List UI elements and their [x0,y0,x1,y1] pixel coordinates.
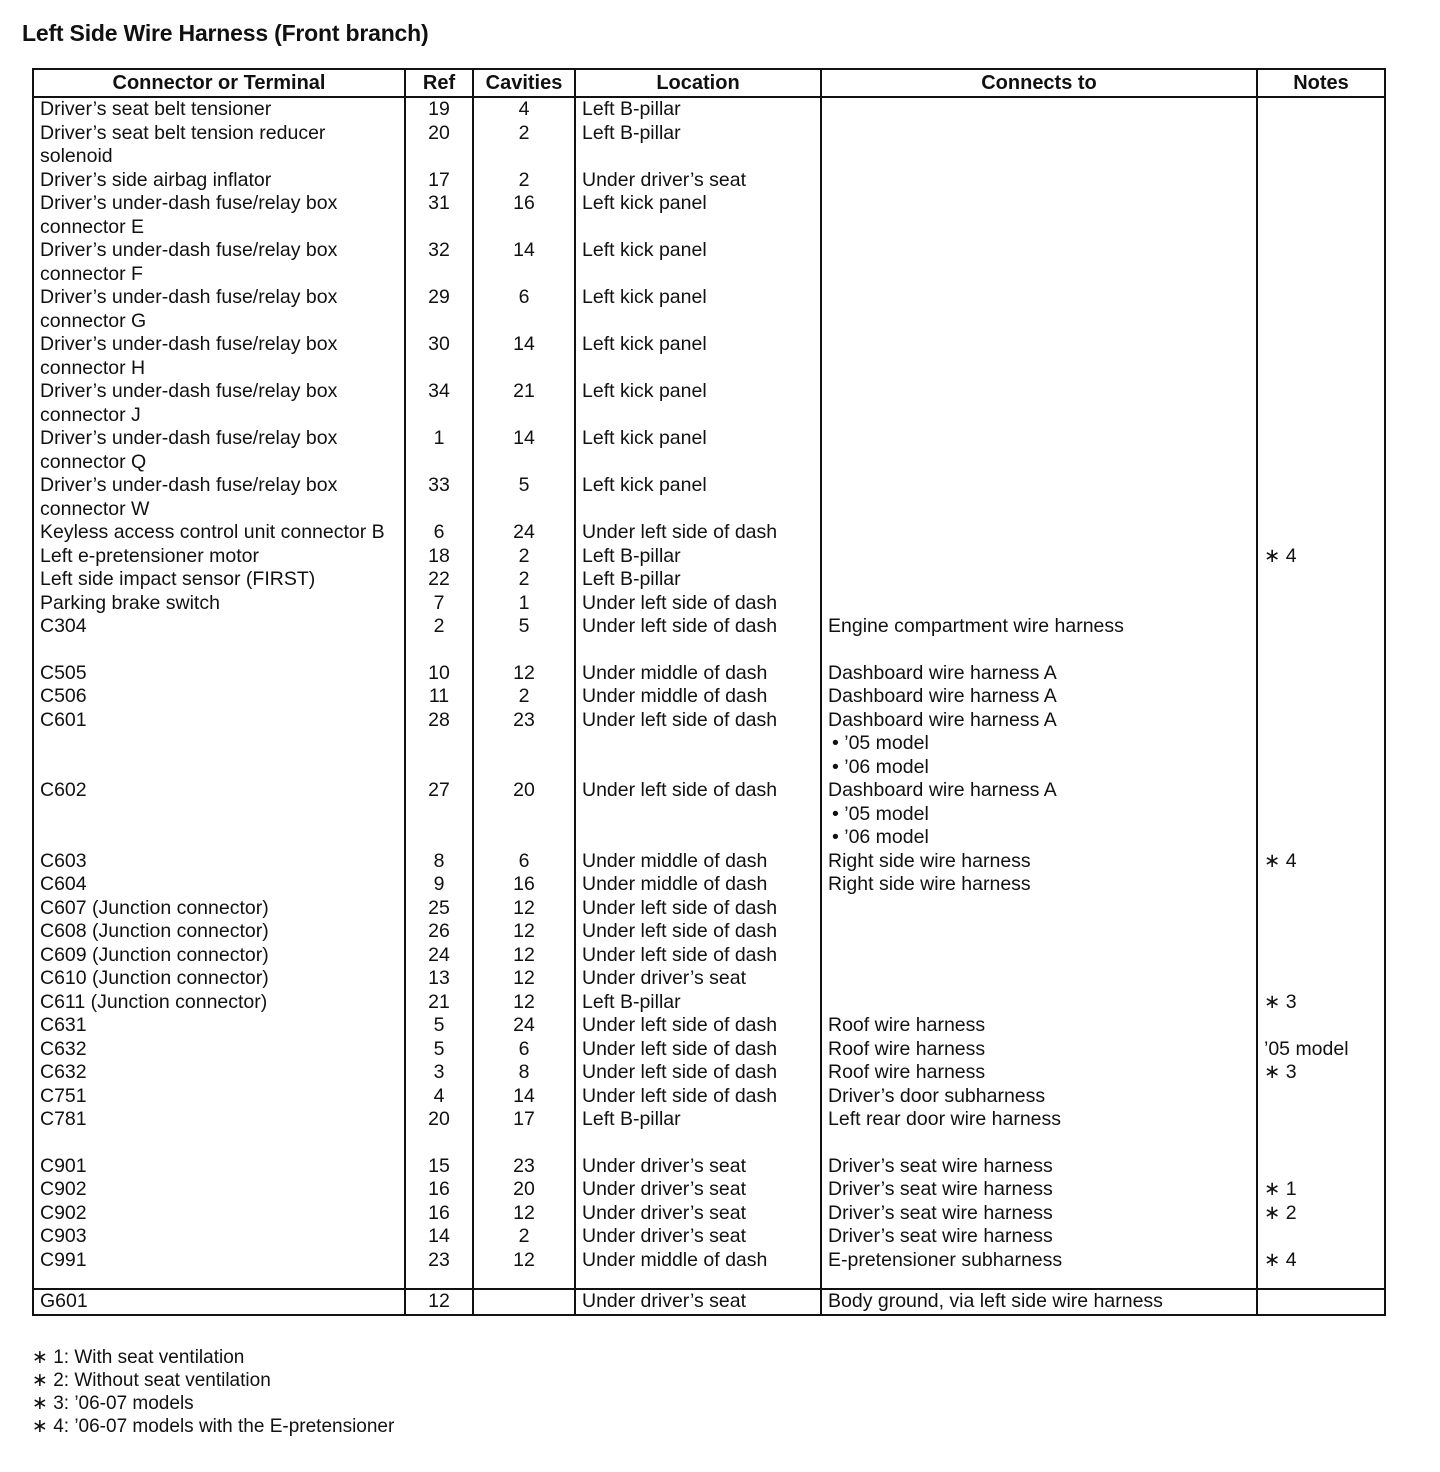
ref-cell: 23 [405,1249,473,1290]
table-row [33,991,1385,1015]
connector-cell: Driver’s seat belt tensioner [33,97,405,122]
ref-cell: 16 [405,1202,473,1226]
notes-cell [1257,333,1385,380]
location-cell: Left kick panel [575,239,821,286]
cavities-cell: 12 [473,944,575,968]
table-row [33,427,1385,474]
table-row [33,169,1385,193]
connector-cell: C903 [33,1225,405,1249]
cavities-cell: 2 [473,122,575,169]
notes-cell [1257,380,1385,427]
ref-cell: 13 [405,967,473,991]
ref-cell: 8 [405,850,473,874]
connector-cell: C601 [33,709,405,780]
table-row [33,192,1385,239]
connects-to-cell [821,286,1257,333]
connects-to-cell [821,850,1257,874]
ref-cell: 18 [405,545,473,569]
connects-to-cell [821,568,1257,592]
footnote: ∗ 2: Without seat ventilation [32,1370,271,1391]
table-row [33,1178,1385,1202]
ref-cell: 14 [405,1225,473,1249]
connects-to-text: E-pretensioner subharness [828,1248,1063,1271]
cavities-cell: 5 [473,615,575,662]
cavities-cell [473,1289,575,1315]
notes-cell [1257,239,1385,286]
connects-to-cell [821,1061,1257,1085]
cavities-cell: 21 [473,380,575,427]
connects-to-cell [821,97,1257,122]
connector-cell: Driver’s under-dash fuse/relay box connector E [33,192,405,239]
notes-cell [1257,709,1385,780]
table-row [33,1108,1385,1155]
notes-cell [1257,568,1385,592]
cavities-cell: 12 [473,991,575,1015]
connects-to-cell [821,920,1257,944]
ref-cell: 5 [405,1038,473,1062]
table-row [33,1014,1385,1038]
notes-cell: ∗ 4 [1257,850,1385,874]
cavities-cell: 2 [473,169,575,193]
ref-cell: 25 [405,897,473,921]
location-cell: Left kick panel [575,286,821,333]
connector-cell: C610 (Junction connector) [33,967,405,991]
cavities-cell: 2 [473,568,575,592]
cavities-cell: 14 [473,239,575,286]
cavities-cell: 2 [473,1225,575,1249]
connects-to-text: Driver’s seat wire harness [828,1201,1053,1224]
connects-to-subitem: • ’05 model [832,732,929,754]
table-row [33,545,1385,569]
connects-to-cell [821,685,1257,709]
connects-to-cell: Body ground, via left side wire harness [821,1289,1257,1315]
cavities-cell: 4 [473,97,575,122]
connects-to-cell [821,239,1257,286]
location-cell: Under middle of dash [575,662,821,686]
notes-cell [1257,1085,1385,1109]
location-cell: Left kick panel [575,333,821,380]
location-cell: Left B-pillar [575,991,821,1015]
table-row [33,873,1385,897]
location-cell: Left B-pillar [575,545,821,569]
table-row [33,1155,1385,1179]
connects-to-text: Driver’s seat wire harness [828,1225,1053,1247]
notes-cell [1257,779,1385,850]
connects-to-cell [821,1014,1257,1038]
cavities-cell: 5 [473,474,575,521]
connects-to-cell [821,521,1257,545]
connector-cell: Parking brake switch [33,592,405,616]
cavities-cell: 20 [473,779,575,850]
cavities-cell: 12 [473,920,575,944]
connector-cell: C781 [33,1108,405,1155]
connects-to-cell [821,991,1257,1015]
connects-to-text: Right side wire harness [828,849,1031,872]
notes-cell [1257,662,1385,686]
location-cell: Under driver’s seat [575,1178,821,1202]
ref-cell: 10 [405,662,473,686]
notes-cell [1257,97,1385,122]
connects-to-cell [821,1178,1257,1202]
connector-cell: Keyless access control unit connector B [33,521,405,545]
cavities-cell: 12 [473,1249,575,1290]
cavities-cell: 2 [473,545,575,569]
notes-cell [1257,967,1385,991]
connector-cell: C603 [33,850,405,874]
location-cell: Under left side of dash [575,615,821,662]
connector-cell: Driver’s seat belt tension reducer solenoid [33,122,405,169]
connector-cell: Driver’s side airbag inflator [33,169,405,193]
connects-to-cell [821,1038,1257,1062]
notes-cell [1257,192,1385,239]
ref-cell: 21 [405,991,473,1015]
table-row [33,897,1385,921]
table-row [33,239,1385,286]
connector-cell: C604 [33,873,405,897]
connects-to-cell [821,873,1257,897]
ref-cell: 27 [405,779,473,850]
cavities-cell: 16 [473,873,575,897]
header-cavities: Cavities [473,69,575,97]
location-cell: Under middle of dash [575,850,821,874]
location-cell: Left B-pillar [575,122,821,169]
table-row [33,920,1385,944]
connects-to-text: Left rear door wire harness [828,1108,1062,1130]
location-cell: Under left side of dash [575,709,821,780]
table-row [33,944,1385,968]
notes-cell [1257,427,1385,474]
table-row [33,779,1385,850]
header-notes: Notes [1257,69,1385,97]
connects-to-text: Dashboard wire harness A [828,661,1057,684]
connector-cell: C607 (Junction connector) [33,897,405,921]
ref-cell: 20 [405,1108,473,1155]
ref-cell: 6 [405,521,473,545]
harness-table [32,68,1386,1316]
notes-cell [1257,873,1385,897]
location-cell: Under left side of dash [575,1038,821,1062]
ref-cell: 30 [405,333,473,380]
connector-cell: C602 [33,779,405,850]
connector-cell: C991 [33,1249,405,1290]
table-row [33,685,1385,709]
connector-cell: C304 [33,615,405,662]
notes-cell [1257,1155,1385,1179]
location-cell: Under left side of dash [575,1061,821,1085]
table-row [33,1061,1385,1085]
cavities-cell: 12 [473,967,575,991]
connector-cell: C632 [33,1038,405,1062]
connector-cell: Driver’s under-dash fuse/relay box connector W [33,474,405,521]
notes-cell: ∗ 4 [1257,545,1385,569]
footnote: ∗ 1: With seat ventilation [32,1347,245,1368]
cavities-cell: 6 [473,286,575,333]
notes-cell [1257,1289,1385,1315]
location-cell: Under left side of dash [575,779,821,850]
location-cell: Under left side of dash [575,521,821,545]
connects-to-text: Roof wire harness [828,1061,986,1083]
page-title: Left Side Wire Harness (Front branch) [22,20,429,46]
table-row-ground [33,1289,1385,1315]
connector-cell: C609 (Junction connector) [33,944,405,968]
connects-to-text: Driver’s door subharness [828,1084,1046,1107]
table-row [33,97,1385,122]
table-row [33,380,1385,427]
table-row [33,1225,1385,1249]
ref-cell: 15 [405,1155,473,1179]
location-cell: Left B-pillar [575,1108,821,1155]
footnotes [32,1346,394,1438]
connects-to-text: Right side wire harness [828,873,1031,895]
connects-to-text: Engine compartment wire harness [828,615,1124,637]
ref-cell: 3 [405,1061,473,1085]
notes-cell: ’05 model [1257,1038,1385,1062]
cavities-cell: 17 [473,1108,575,1155]
cavities-cell: 20 [473,1178,575,1202]
connects-to-cell [821,897,1257,921]
connects-to-cell [821,1108,1257,1155]
notes-cell [1257,615,1385,662]
connector-cell: Driver’s under-dash fuse/relay box connector J [33,380,405,427]
connects-to-cell [821,779,1257,850]
cavities-cell: 8 [473,1061,575,1085]
table-row [33,122,1385,169]
connects-to-cell [821,1085,1257,1109]
ref-cell: 24 [405,944,473,968]
ref-cell: 7 [405,592,473,616]
ref-cell: 20 [405,122,473,169]
table-row [33,1038,1385,1062]
cavities-cell: 14 [473,427,575,474]
notes-cell [1257,1014,1385,1038]
location-cell: Under left side of dash [575,897,821,921]
cavities-cell: 23 [473,709,575,780]
notes-cell: ∗ 3 [1257,1061,1385,1085]
table-row [33,1202,1385,1226]
header-location: Location [575,69,821,97]
connects-to-cell [821,662,1257,686]
connects-to-text: Dashboard wire harness A [828,708,1057,731]
notes-cell [1257,592,1385,616]
cavities-cell: 1 [473,592,575,616]
header-ref: Ref [405,69,473,97]
cavities-cell: 2 [473,685,575,709]
notes-cell [1257,944,1385,968]
table-row [33,850,1385,874]
table-row [33,1085,1385,1109]
cavities-cell: 24 [473,521,575,545]
ref-cell: 9 [405,873,473,897]
connector-cell: Left side impact sensor (FIRST) [33,568,405,592]
connector-cell: Driver’s under-dash fuse/relay box connector H [33,333,405,380]
connector-cell: C506 [33,685,405,709]
ref-cell: 16 [405,1178,473,1202]
notes-cell: ∗ 2 [1257,1202,1385,1226]
footnote: ∗ 3: ’06-07 models [32,1393,194,1414]
notes-cell [1257,897,1385,921]
connector-cell: C608 (Junction connector) [33,920,405,944]
notes-cell [1257,169,1385,193]
table-row [33,333,1385,380]
location-cell: Under middle of dash [575,685,821,709]
cavities-cell: 12 [473,662,575,686]
table-row [33,521,1385,545]
notes-cell [1257,286,1385,333]
connector-cell: G601 [33,1289,405,1315]
notes-cell [1257,1225,1385,1249]
table-header-row [33,69,1385,97]
connector-cell: Driver’s under-dash fuse/relay box connector G [33,286,405,333]
cavities-cell: 16 [473,192,575,239]
connects-to-cell [821,1225,1257,1249]
connects-to-cell [821,380,1257,427]
notes-cell [1257,122,1385,169]
connects-to-subitem: • ’06 model [832,826,929,848]
location-cell: Under left side of dash [575,944,821,968]
notes-cell [1257,920,1385,944]
connects-to-subitem: • ’06 model [832,755,929,778]
connector-cell: C751 [33,1085,405,1109]
notes-cell [1257,521,1385,545]
connects-to-text: Driver’s seat wire harness [828,1154,1053,1177]
cavities-cell: 12 [473,897,575,921]
table-row [33,568,1385,592]
ref-cell: 32 [405,239,473,286]
connector-cell: C902 [33,1178,405,1202]
ref-cell: 19 [405,97,473,122]
location-cell: Under left side of dash [575,592,821,616]
location-cell: Left kick panel [575,474,821,521]
connector-cell: C901 [33,1155,405,1179]
connects-to-text: Dashboard wire harness A [828,779,1057,801]
ref-cell: 34 [405,380,473,427]
connects-to-cell [821,1249,1257,1290]
notes-cell [1257,1108,1385,1155]
connector-cell: C631 [33,1014,405,1038]
location-cell: Under driver’s seat [575,1289,821,1315]
connector-cell: Driver’s under-dash fuse/relay box connector F [33,239,405,286]
connects-to-cell [821,967,1257,991]
ref-cell: 5 [405,1014,473,1038]
connector-cell: C611 (Junction connector) [33,991,405,1015]
footnote: ∗ 4: ’06-07 models with the E-pretensioner [32,1416,395,1437]
ref-cell: 33 [405,474,473,521]
ref-cell: 12 [405,1289,473,1315]
ref-cell: 22 [405,568,473,592]
ref-cell: 17 [405,169,473,193]
cavities-cell: 14 [473,333,575,380]
table-row [33,662,1385,686]
connects-to-cell [821,545,1257,569]
notes-cell: ∗ 1 [1257,1178,1385,1202]
table-body [33,97,1385,1315]
table-row [33,286,1385,333]
table-row [33,592,1385,616]
location-cell: Under middle of dash [575,873,821,897]
connects-to-cell [821,427,1257,474]
ref-cell: 11 [405,685,473,709]
ref-cell: 29 [405,286,473,333]
table-row [33,709,1385,780]
connects-to-cell [821,169,1257,193]
location-cell: Left B-pillar [575,568,821,592]
cavities-cell: 14 [473,1085,575,1109]
location-cell: Under left side of dash [575,1014,821,1038]
connects-to-cell [821,709,1257,780]
location-cell: Under driver’s seat [575,1225,821,1249]
notes-cell [1257,685,1385,709]
connector-cell: Left e-pretensioner motor [33,545,405,569]
cavities-cell: 24 [473,1014,575,1038]
location-cell: Left kick panel [575,380,821,427]
connects-to-cell [821,192,1257,239]
cavities-cell: 23 [473,1155,575,1179]
location-cell: Under driver’s seat [575,169,821,193]
connects-to-text: Roof wire harness [828,1037,986,1060]
cavities-cell: 12 [473,1202,575,1226]
connects-to-cell [821,333,1257,380]
table-row [33,615,1385,662]
ref-cell: 2 [405,615,473,662]
connector-cell: Driver’s under-dash fuse/relay box connector Q [33,427,405,474]
header-connector: Connector or Terminal [33,69,405,97]
ref-cell: 31 [405,192,473,239]
location-cell: Under left side of dash [575,920,821,944]
harness-table-wrapper [32,68,1384,1316]
connector-cell: C632 [33,1061,405,1085]
connects-to-cell [821,615,1257,662]
notes-cell: ∗ 4 [1257,1249,1385,1290]
connects-to-text: Dashboard wire harness A [828,685,1057,707]
location-cell: Left kick panel [575,192,821,239]
table-row [33,1249,1385,1290]
header-connects-to: Connects to [821,69,1257,97]
ref-cell: 28 [405,709,473,780]
connects-to-cell [821,122,1257,169]
connects-to-subitem: • ’05 model [832,802,929,825]
connects-to-cell [821,474,1257,521]
ref-cell: 4 [405,1085,473,1109]
location-cell: Under left side of dash [575,1085,821,1109]
notes-cell: ∗ 3 [1257,991,1385,1015]
location-cell: Under driver’s seat [575,1202,821,1226]
connector-cell: C505 [33,662,405,686]
location-cell: Under driver’s seat [575,1155,821,1179]
ref-cell: 1 [405,427,473,474]
cavities-cell: 6 [473,1038,575,1062]
ref-cell: 26 [405,920,473,944]
connects-to-text: Roof wire harness [828,1014,986,1036]
table-row [33,474,1385,521]
location-cell: Left B-pillar [575,97,821,122]
connects-to-cell [821,592,1257,616]
notes-cell [1257,474,1385,521]
connector-cell: C902 [33,1202,405,1226]
table-row [33,967,1385,991]
location-cell: Under driver’s seat [575,967,821,991]
location-cell: Left kick panel [575,427,821,474]
connects-to-cell [821,944,1257,968]
connects-to-cell [821,1155,1257,1179]
connects-to-text: Driver’s seat wire harness [828,1178,1053,1200]
location-cell: Under middle of dash [575,1249,821,1290]
connects-to-cell [821,1202,1257,1226]
cavities-cell: 6 [473,850,575,874]
